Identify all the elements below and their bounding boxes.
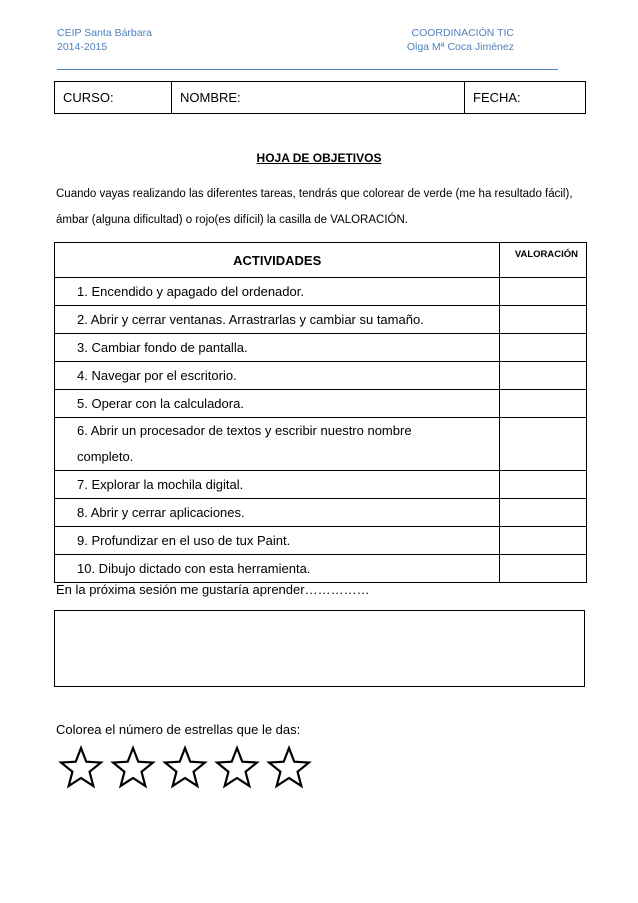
table-row bbox=[55, 306, 587, 334]
activity-text: 4. Navegar por el escritorio. bbox=[77, 367, 237, 383]
star-outline-icon[interactable] bbox=[266, 744, 312, 790]
next-session-answer-box[interactable] bbox=[54, 610, 585, 687]
table-row bbox=[55, 527, 587, 555]
header-right bbox=[407, 26, 514, 54]
star-outline-icon[interactable] bbox=[162, 744, 208, 790]
activities-header: ACTIVIDADES bbox=[55, 243, 500, 278]
activity-text: 1. Encendido y apagado del ordenador. bbox=[77, 283, 304, 299]
activity-text: 5. Operar con la calculadora. bbox=[77, 395, 244, 411]
fecha-label: FECHA: bbox=[473, 90, 521, 105]
school-year: 2014-2015 bbox=[57, 41, 108, 53]
student-info-table bbox=[54, 81, 586, 114]
school-name: CEIP Santa Bárbara bbox=[57, 27, 152, 39]
rating-cell[interactable] bbox=[500, 499, 587, 527]
stars-label: Colorea el número de estrellas que le das: bbox=[56, 722, 301, 737]
activities-table bbox=[54, 242, 587, 583]
fecha-field[interactable] bbox=[465, 82, 586, 114]
rating-cell[interactable] bbox=[500, 418, 587, 471]
instructions-text: Cuando vayas realizando las diferentes tareas, tendrás que colorear de verde (me ha resultado fácil), ámbar (alguna dificultad) o rojo(es difícil) la casilla de VALORACIÓN. bbox=[56, 188, 573, 226]
rating-cell[interactable] bbox=[500, 555, 587, 583]
activity-text: 10. Dibujo dictado con esta herramienta. bbox=[77, 560, 311, 576]
page-title: HOJA DE OBJETIVOS bbox=[256, 151, 382, 165]
curso-field[interactable] bbox=[55, 82, 172, 114]
header-divider bbox=[57, 69, 558, 70]
table-row bbox=[55, 390, 587, 418]
nombre-field[interactable] bbox=[172, 82, 465, 114]
table-row bbox=[55, 334, 587, 362]
nombre-label: NOMBRE: bbox=[180, 90, 241, 105]
author-name: Olga Mª Coca Jiménez bbox=[406, 41, 514, 53]
curso-label: CURSO: bbox=[63, 90, 114, 105]
coordination-label: COORDINACIÓN TIC bbox=[411, 27, 514, 39]
table-header-row bbox=[55, 243, 587, 278]
activity-text: 3. Cambiar fondo de pantalla. bbox=[77, 339, 248, 355]
activity-text: 6. Abrir un procesador de textos y escribir nuestro nombre completo. bbox=[77, 423, 412, 464]
table-row bbox=[55, 418, 587, 471]
rating-header: VALORACIÓN bbox=[500, 243, 587, 278]
activity-text: 9. Profundizar en el uso de tux Paint. bbox=[77, 532, 291, 548]
star-outline-icon[interactable] bbox=[110, 744, 156, 790]
rating-cell[interactable] bbox=[500, 390, 587, 418]
table-row bbox=[55, 278, 587, 306]
rating-cell[interactable] bbox=[500, 278, 587, 306]
table-row bbox=[55, 555, 587, 583]
table-row bbox=[55, 362, 587, 390]
star-rating bbox=[58, 744, 312, 790]
next-session-prompt: En la próxima sesión me gustaría aprender…………… bbox=[56, 582, 370, 597]
header-left bbox=[57, 26, 152, 54]
rating-cell[interactable] bbox=[500, 527, 587, 555]
table-row bbox=[55, 499, 587, 527]
rating-cell[interactable] bbox=[500, 334, 587, 362]
activity-text: 2. Abrir y cerrar ventanas. Arrastrarlas y cambiar su tamaño. bbox=[77, 311, 424, 327]
table-row bbox=[55, 471, 587, 499]
rating-cell[interactable] bbox=[500, 362, 587, 390]
star-outline-icon[interactable] bbox=[58, 744, 104, 790]
activity-text: 8. Abrir y cerrar aplicaciones. bbox=[77, 504, 245, 520]
rating-cell[interactable] bbox=[500, 471, 587, 499]
activity-text: 7. Explorar la mochila digital. bbox=[77, 476, 244, 492]
star-outline-icon[interactable] bbox=[214, 744, 260, 790]
rating-cell[interactable] bbox=[500, 306, 587, 334]
